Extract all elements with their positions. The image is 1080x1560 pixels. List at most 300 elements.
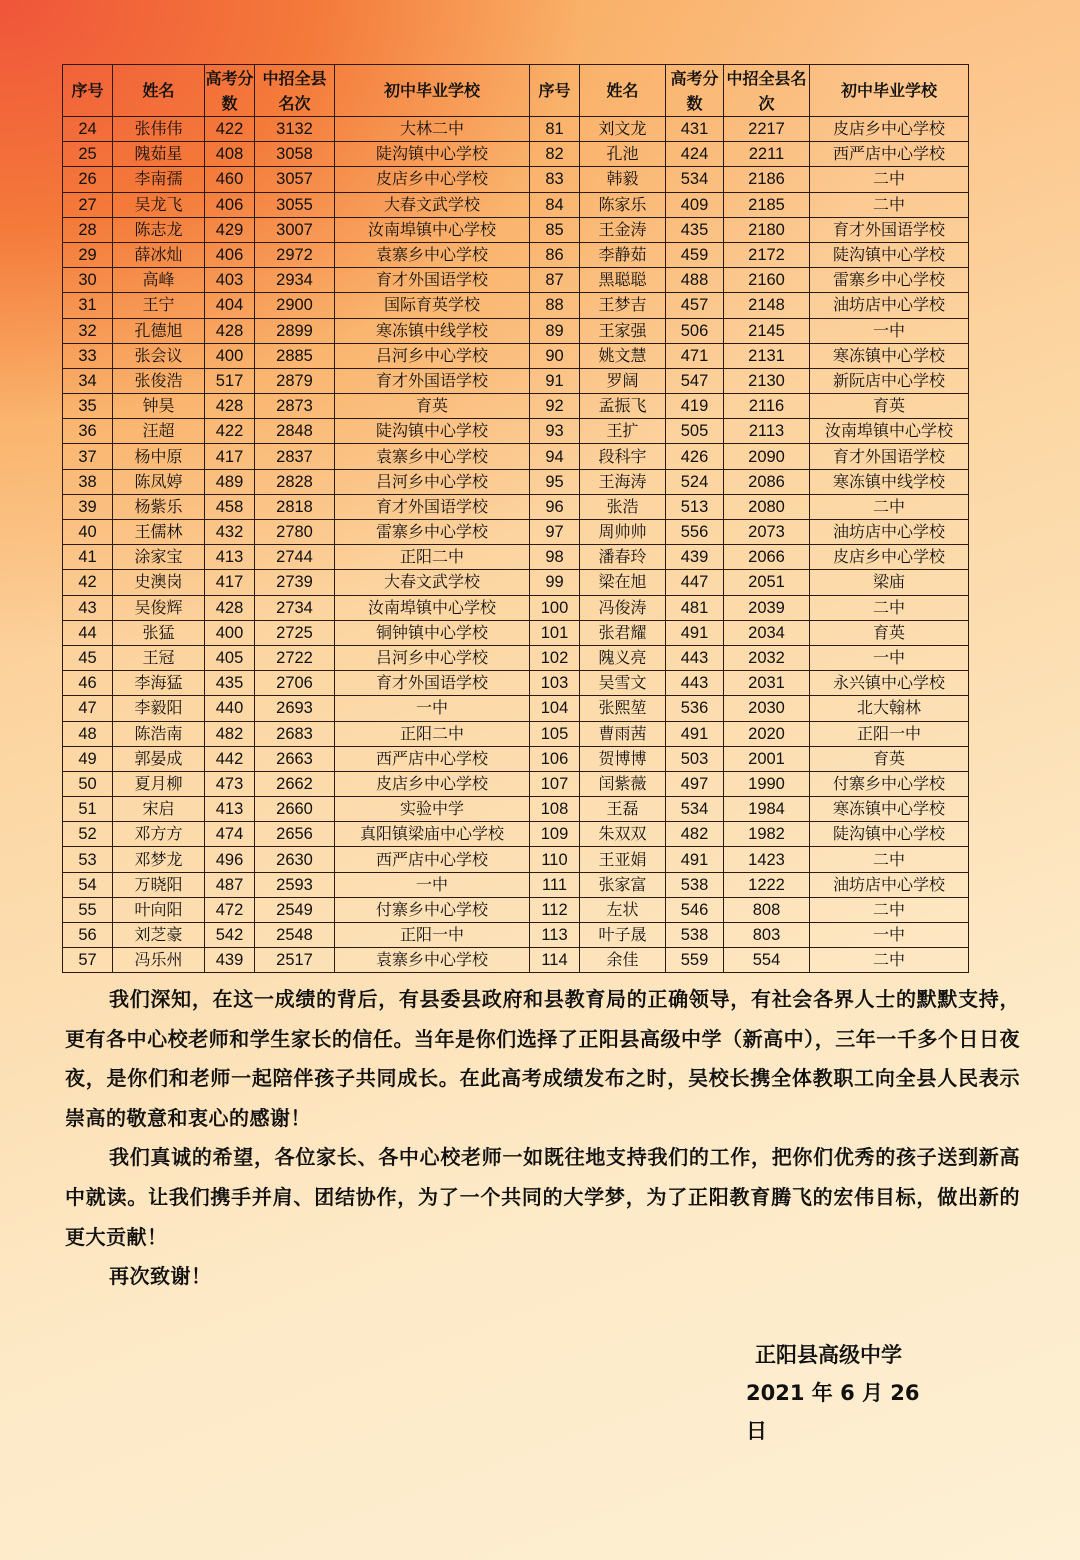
header-school: 初中毕业学校 (810, 65, 969, 117)
table-row (63, 494, 969, 519)
cell-school: 油坊店中心学校 (810, 872, 969, 897)
cell-rank: 2066 (724, 545, 810, 570)
cell-score: 547 (666, 368, 724, 393)
signature-school: 正阳县高级中学 (755, 1343, 902, 1367)
cell-school: 西严店中心学校 (335, 746, 530, 771)
cell-serial: 102 (530, 645, 580, 670)
cell-serial: 52 (63, 822, 113, 847)
cell-school: 陡沟镇中心学校 (335, 142, 530, 167)
cell-school: 二中 (810, 494, 969, 519)
cell-school: 皮店乡中心学校 (335, 771, 530, 796)
cell-name: 左状 (580, 897, 666, 922)
cell-rank: 1222 (724, 872, 810, 897)
cell-school: 二中 (810, 595, 969, 620)
cell-score: 481 (666, 595, 724, 620)
table-row (63, 117, 969, 142)
table-row (63, 595, 969, 620)
cell-name: 闰紫薇 (580, 771, 666, 796)
signature-block (746, 1336, 946, 1450)
header-name: 姓名 (113, 65, 205, 117)
cell-name: 吴雪文 (580, 671, 666, 696)
cell-rank: 2744 (255, 545, 335, 570)
cell-rank: 2837 (255, 444, 335, 469)
cell-name: 陈浩南 (113, 721, 205, 746)
cell-name: 王冠 (113, 645, 205, 670)
cell-rank: 1984 (724, 797, 810, 822)
cell-name: 汪超 (113, 419, 205, 444)
cell-name: 李毅阳 (113, 696, 205, 721)
table-row (63, 545, 969, 570)
cell-rank: 2180 (724, 217, 810, 242)
cell-score: 556 (666, 520, 724, 545)
cell-name: 陈家乐 (580, 192, 666, 217)
cell-rank: 2662 (255, 771, 335, 796)
cell-serial: 104 (530, 696, 580, 721)
cell-score: 491 (666, 620, 724, 645)
cell-school: 育才外国语学校 (810, 217, 969, 242)
cell-school: 付寨乡中心学校 (335, 897, 530, 922)
cell-rank: 2549 (255, 897, 335, 922)
cell-serial: 99 (530, 570, 580, 595)
table-body (63, 117, 969, 973)
cell-score: 439 (205, 948, 255, 973)
cell-score: 447 (666, 570, 724, 595)
cell-serial: 53 (63, 847, 113, 872)
score-table (62, 64, 969, 973)
cell-score: 489 (205, 469, 255, 494)
cell-score: 517 (205, 368, 255, 393)
table-row (63, 293, 969, 318)
cell-serial: 84 (530, 192, 580, 217)
cell-score: 536 (666, 696, 724, 721)
cell-name: 孔德旭 (113, 318, 205, 343)
cell-rank: 2722 (255, 645, 335, 670)
letter-paragraph: 再次致谢！ (109, 1264, 212, 1289)
cell-school: 陡沟镇中心学校 (335, 419, 530, 444)
cell-score: 428 (205, 394, 255, 419)
cell-school: 实验中学 (335, 797, 530, 822)
cell-name: 叶向阳 (113, 897, 205, 922)
cell-name: 杨中原 (113, 444, 205, 469)
cell-serial: 44 (63, 620, 113, 645)
cell-rank: 2706 (255, 671, 335, 696)
cell-name: 王亚娟 (580, 847, 666, 872)
cell-score: 457 (666, 293, 724, 318)
cell-name: 王磊 (580, 797, 666, 822)
cell-school: 育才外国语学校 (810, 444, 969, 469)
cell-school: 吕河乡中心学校 (335, 645, 530, 670)
cell-serial: 24 (63, 117, 113, 142)
cell-school: 梁庙 (810, 570, 969, 595)
table-row (63, 721, 969, 746)
cell-name: 王海涛 (580, 469, 666, 494)
cell-name: 余佳 (580, 948, 666, 973)
cell-school: 皮店乡中心学校 (810, 545, 969, 570)
cell-school: 袁寨乡中心学校 (335, 242, 530, 267)
table-row (63, 847, 969, 872)
cell-name: 张熙堃 (580, 696, 666, 721)
cell-score: 426 (666, 444, 724, 469)
cell-rank: 2517 (255, 948, 335, 973)
cell-rank: 2185 (724, 192, 810, 217)
cell-score: 460 (205, 167, 255, 192)
cell-name: 段科宇 (580, 444, 666, 469)
cell-serial: 112 (530, 897, 580, 922)
cell-score: 435 (666, 217, 724, 242)
cell-school: 二中 (810, 167, 969, 192)
cell-serial: 109 (530, 822, 580, 847)
cell-rank: 2030 (724, 696, 810, 721)
cell-score: 403 (205, 268, 255, 293)
cell-score: 422 (205, 419, 255, 444)
cell-serial: 111 (530, 872, 580, 897)
cell-serial: 105 (530, 721, 580, 746)
cell-school: 二中 (810, 897, 969, 922)
cell-score: 542 (205, 923, 255, 948)
cell-name: 梁在旭 (580, 570, 666, 595)
cell-serial: 114 (530, 948, 580, 973)
cell-rank: 2848 (255, 419, 335, 444)
cell-name: 宋启 (113, 797, 205, 822)
table-row (63, 822, 969, 847)
cell-serial: 55 (63, 897, 113, 922)
cell-serial: 29 (63, 242, 113, 267)
table-header-row (63, 65, 969, 117)
cell-score: 440 (205, 696, 255, 721)
cell-score: 534 (666, 167, 724, 192)
header-rank: 中招全县名次 (724, 65, 810, 117)
cell-school: 皮店乡中心学校 (335, 167, 530, 192)
cell-score: 408 (205, 142, 255, 167)
cell-serial: 46 (63, 671, 113, 696)
cell-score: 458 (205, 494, 255, 519)
cell-name: 张猛 (113, 620, 205, 645)
cell-name: 曹雨茜 (580, 721, 666, 746)
cell-name: 叶子晟 (580, 923, 666, 948)
cell-school: 汝南埠镇中心学校 (335, 595, 530, 620)
cell-rank: 3058 (255, 142, 335, 167)
cell-rank: 2172 (724, 242, 810, 267)
cell-score: 419 (666, 394, 724, 419)
cell-rank: 2683 (255, 721, 335, 746)
cell-serial: 93 (530, 419, 580, 444)
cell-score: 428 (205, 318, 255, 343)
cell-score: 429 (205, 217, 255, 242)
cell-rank: 2739 (255, 570, 335, 595)
cell-score: 534 (666, 797, 724, 822)
cell-name: 隗义亮 (580, 645, 666, 670)
cell-name: 万晓阳 (113, 872, 205, 897)
cell-score: 417 (205, 570, 255, 595)
cell-school: 育才外国语学校 (335, 494, 530, 519)
cell-school: 寒冻镇中心学校 (810, 343, 969, 368)
header-rank: 中招全县名次 (255, 65, 335, 117)
cell-serial: 108 (530, 797, 580, 822)
cell-school: 西严店中心学校 (810, 142, 969, 167)
cell-serial: 43 (63, 595, 113, 620)
cell-serial: 89 (530, 318, 580, 343)
cell-rank: 2073 (724, 520, 810, 545)
cell-score: 413 (205, 545, 255, 570)
cell-name: 朱双双 (580, 822, 666, 847)
cell-serial: 107 (530, 771, 580, 796)
cell-school: 二中 (810, 948, 969, 973)
table-row (63, 343, 969, 368)
cell-rank: 3007 (255, 217, 335, 242)
cell-rank: 2039 (724, 595, 810, 620)
cell-rank: 2873 (255, 394, 335, 419)
cell-rank: 2032 (724, 645, 810, 670)
cell-name: 陈凤婷 (113, 469, 205, 494)
cell-rank: 2828 (255, 469, 335, 494)
cell-rank: 2217 (724, 117, 810, 142)
cell-score: 487 (205, 872, 255, 897)
cell-school: 汝南埠镇中心学校 (810, 419, 969, 444)
table-row (63, 771, 969, 796)
cell-school: 正阳二中 (335, 545, 530, 570)
cell-score: 443 (666, 645, 724, 670)
cell-serial: 50 (63, 771, 113, 796)
cell-school: 大林二中 (335, 117, 530, 142)
table-row (63, 268, 969, 293)
cell-school: 国际育英学校 (335, 293, 530, 318)
cell-school: 育英 (810, 746, 969, 771)
cell-serial: 37 (63, 444, 113, 469)
cell-serial: 100 (530, 595, 580, 620)
cell-name: 高峰 (113, 268, 205, 293)
table-row (63, 923, 969, 948)
cell-rank: 2131 (724, 343, 810, 368)
cell-school: 汝南埠镇中心学校 (335, 217, 530, 242)
cell-rank: 2593 (255, 872, 335, 897)
cell-name: 刘芝豪 (113, 923, 205, 948)
cell-serial: 25 (63, 142, 113, 167)
cell-serial: 47 (63, 696, 113, 721)
cell-score: 538 (666, 923, 724, 948)
cell-rank: 2031 (724, 671, 810, 696)
cell-rank: 3057 (255, 167, 335, 192)
table-row (63, 394, 969, 419)
cell-serial: 106 (530, 746, 580, 771)
cell-rank: 2734 (255, 595, 335, 620)
cell-name: 王扩 (580, 419, 666, 444)
cell-serial: 41 (63, 545, 113, 570)
cell-serial: 42 (63, 570, 113, 595)
cell-rank: 2145 (724, 318, 810, 343)
cell-school: 真阳镇梁庙中心学校 (335, 822, 530, 847)
cell-rank: 2879 (255, 368, 335, 393)
cell-name: 张浩 (580, 494, 666, 519)
table-row (63, 217, 969, 242)
cell-name: 涂家宝 (113, 545, 205, 570)
cell-school: 寒冻镇中线学校 (810, 469, 969, 494)
cell-score: 404 (205, 293, 255, 318)
cell-name: 李南孺 (113, 167, 205, 192)
cell-name: 潘春玲 (580, 545, 666, 570)
cell-rank: 2660 (255, 797, 335, 822)
cell-rank: 3055 (255, 192, 335, 217)
cell-name: 冯乐州 (113, 948, 205, 973)
cell-name: 邓方方 (113, 822, 205, 847)
cell-name: 郭晏成 (113, 746, 205, 771)
cell-serial: 95 (530, 469, 580, 494)
cell-score: 472 (205, 897, 255, 922)
cell-serial: 48 (63, 721, 113, 746)
cell-rank: 2725 (255, 620, 335, 645)
cell-rank: 803 (724, 923, 810, 948)
cell-name: 李海猛 (113, 671, 205, 696)
cell-name: 韩毅 (580, 167, 666, 192)
cell-school: 大春文武学校 (335, 192, 530, 217)
cell-school: 育才外国语学校 (335, 368, 530, 393)
cell-score: 488 (666, 268, 724, 293)
cell-school: 油坊店中心学校 (810, 293, 969, 318)
cell-serial: 31 (63, 293, 113, 318)
cell-school: 一中 (810, 923, 969, 948)
cell-rank: 2934 (255, 268, 335, 293)
cell-rank: 2113 (724, 419, 810, 444)
cell-score: 424 (666, 142, 724, 167)
cell-name: 隗茹星 (113, 142, 205, 167)
cell-rank: 2548 (255, 923, 335, 948)
cell-serial: 82 (530, 142, 580, 167)
cell-serial: 36 (63, 419, 113, 444)
cell-serial: 85 (530, 217, 580, 242)
cell-score: 435 (205, 671, 255, 696)
cell-rank: 554 (724, 948, 810, 973)
cell-rank: 2818 (255, 494, 335, 519)
cell-rank: 2900 (255, 293, 335, 318)
cell-rank: 2001 (724, 746, 810, 771)
cell-school: 陡沟镇中心学校 (810, 242, 969, 267)
cell-school: 皮店乡中心学校 (810, 117, 969, 142)
cell-score: 471 (666, 343, 724, 368)
table-row (63, 242, 969, 267)
cell-serial: 103 (530, 671, 580, 696)
cell-serial: 96 (530, 494, 580, 519)
cell-school: 吕河乡中心学校 (335, 469, 530, 494)
cell-rank: 2663 (255, 746, 335, 771)
cell-name: 冯俊涛 (580, 595, 666, 620)
cell-school: 育英 (335, 394, 530, 419)
cell-score: 496 (205, 847, 255, 872)
table-row (63, 948, 969, 973)
cell-school: 袁寨乡中心学校 (335, 948, 530, 973)
cell-serial: 101 (530, 620, 580, 645)
cell-score: 506 (666, 318, 724, 343)
cell-school: 寒冻镇中心学校 (810, 797, 969, 822)
header-school: 初中毕业学校 (335, 65, 530, 117)
cell-rank: 2116 (724, 394, 810, 419)
cell-name: 孔池 (580, 142, 666, 167)
cell-serial: 30 (63, 268, 113, 293)
cell-school: 正阳一中 (335, 923, 530, 948)
cell-serial: 97 (530, 520, 580, 545)
cell-school: 正阳一中 (810, 721, 969, 746)
cell-school: 西严店中心学校 (335, 847, 530, 872)
cell-serial: 91 (530, 368, 580, 393)
cell-score: 432 (205, 520, 255, 545)
cell-rank: 2051 (724, 570, 810, 595)
cell-name: 杨紫乐 (113, 494, 205, 519)
cell-rank: 2899 (255, 318, 335, 343)
cell-name: 王梦吉 (580, 293, 666, 318)
cell-name: 王儒林 (113, 520, 205, 545)
cell-rank: 2972 (255, 242, 335, 267)
cell-serial: 90 (530, 343, 580, 368)
header-score: 高考分数 (666, 65, 724, 117)
cell-serial: 81 (530, 117, 580, 142)
cell-serial: 38 (63, 469, 113, 494)
cell-score: 559 (666, 948, 724, 973)
signature-date: 2021 年 6 月 26 日 (746, 1381, 920, 1443)
cell-score: 482 (205, 721, 255, 746)
cell-school: 陡沟镇中心学校 (810, 822, 969, 847)
cell-school: 育英 (810, 394, 969, 419)
cell-score: 431 (666, 117, 724, 142)
cell-school: 正阳二中 (335, 721, 530, 746)
cell-serial: 86 (530, 242, 580, 267)
cell-score: 443 (666, 671, 724, 696)
cell-name: 姚文慧 (580, 343, 666, 368)
cell-score: 505 (666, 419, 724, 444)
cell-name: 黑聪聪 (580, 268, 666, 293)
table-row (63, 746, 969, 771)
cell-school: 雷寨乡中心学校 (810, 268, 969, 293)
cell-score: 400 (205, 343, 255, 368)
header-name: 姓名 (580, 65, 666, 117)
cell-score: 491 (666, 847, 724, 872)
cell-serial: 94 (530, 444, 580, 469)
cell-score: 400 (205, 620, 255, 645)
cell-name: 夏月柳 (113, 771, 205, 796)
cell-name: 周帅帅 (580, 520, 666, 545)
cell-name: 张君耀 (580, 620, 666, 645)
cell-serial: 98 (530, 545, 580, 570)
cell-name: 刘文龙 (580, 117, 666, 142)
cell-score: 413 (205, 797, 255, 822)
cell-school: 育才外国语学校 (335, 268, 530, 293)
cell-score: 442 (205, 746, 255, 771)
cell-school: 一中 (810, 318, 969, 343)
cell-name: 张伟伟 (113, 117, 205, 142)
cell-name: 薛冰灿 (113, 242, 205, 267)
cell-school: 育才外国语学校 (335, 671, 530, 696)
cell-name: 罗阔 (580, 368, 666, 393)
cell-score: 417 (205, 444, 255, 469)
cell-rank: 2080 (724, 494, 810, 519)
cell-score: 405 (205, 645, 255, 670)
cell-rank: 808 (724, 897, 810, 922)
cell-score: 497 (666, 771, 724, 796)
cell-score: 546 (666, 897, 724, 922)
table-row (63, 671, 969, 696)
cell-rank: 2630 (255, 847, 335, 872)
cell-score: 482 (666, 822, 724, 847)
cell-serial: 110 (530, 847, 580, 872)
cell-name: 吴俊辉 (113, 595, 205, 620)
cell-score: 428 (205, 595, 255, 620)
cell-rank: 2656 (255, 822, 335, 847)
table-row (63, 192, 969, 217)
cell-school: 新阮店中心学校 (810, 368, 969, 393)
cell-school: 油坊店中心学校 (810, 520, 969, 545)
cell-score: 474 (205, 822, 255, 847)
cell-score: 513 (666, 494, 724, 519)
cell-name: 贺博博 (580, 746, 666, 771)
table-row (63, 419, 969, 444)
cell-school: 大春文武学校 (335, 570, 530, 595)
